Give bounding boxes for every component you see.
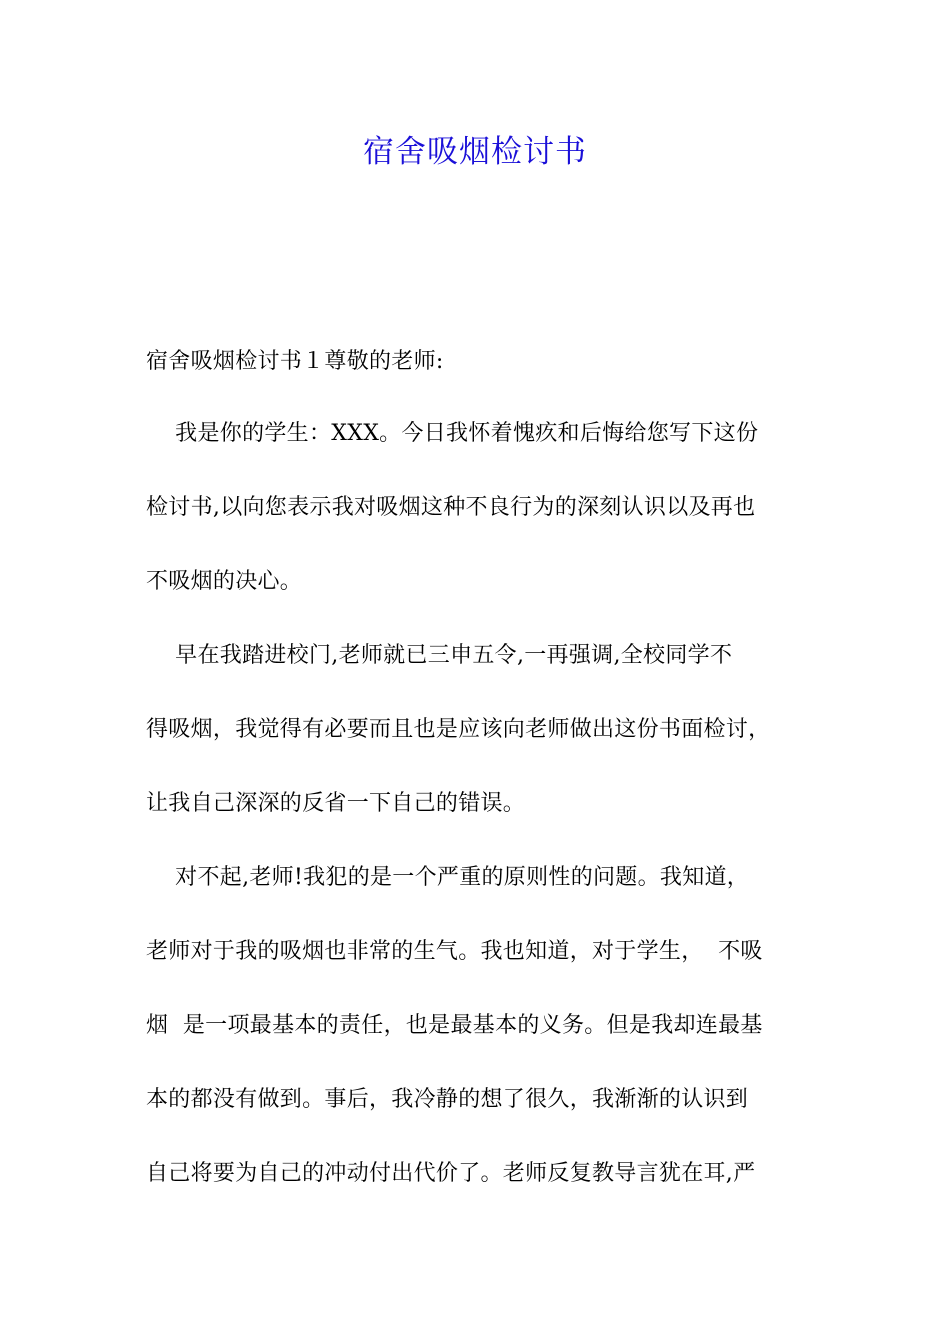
text-line: 得吸烟，我觉得有必要而且也是应该向老师做出这份书面检讨， bbox=[146, 717, 771, 742]
text-line: 烟 是一项最基本的责任，也是最基本的义务。但是我却连最基 bbox=[146, 1013, 763, 1038]
text-line: 我是你的学生：XXX。今日我怀着愧疚和后悔给您写下这份 bbox=[146, 421, 759, 446]
text-line: 让我自己深深的反省一下自己的错误。 bbox=[146, 791, 526, 816]
text-line: 宿舍吸烟检讨书１尊敬的老师: bbox=[146, 349, 444, 374]
text-line: 检讨书,以向您表示我对吸烟这种不良行为的深刻认识以及再也 bbox=[146, 495, 756, 520]
text-line: 不吸烟的决心。 bbox=[146, 569, 303, 594]
text-line: 本的都没有做到。事后，我冷静的想了很久，我渐渐的认识到 bbox=[146, 1087, 749, 1112]
text-line: 对不起,老师!我犯的是一个严重的原则性的问题。我知道， bbox=[146, 865, 750, 890]
text-line: 老师对于我的吸烟也非常的生气。我也知道，对于学生， 不吸 bbox=[146, 939, 763, 964]
text-line: 自己将要为自己的冲动付出代价了。老师反复教导言犹在耳,严 bbox=[146, 1161, 756, 1186]
text-line: 早在我踏进校门,老师就已三申五令,一再强调,全校同学不 bbox=[146, 643, 733, 668]
document-title: 宿舍吸烟检讨书 bbox=[363, 134, 587, 170]
